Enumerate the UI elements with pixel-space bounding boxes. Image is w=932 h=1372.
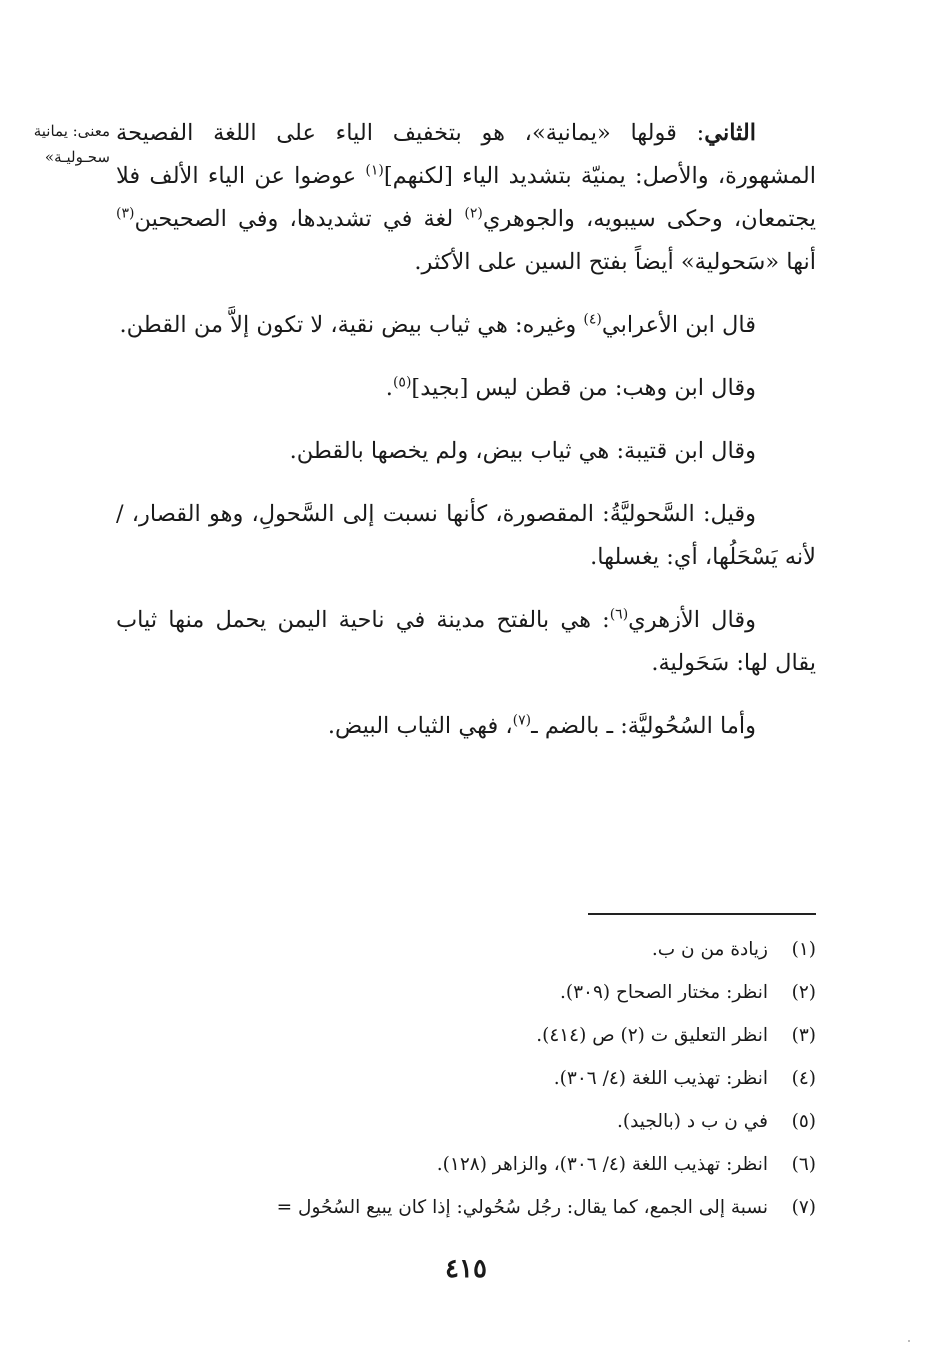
paragraph-text: وغيره: هي ثياب بيض نقية، لا تكون إلاَّ من القطن. (119, 312, 584, 338)
paragraph-text: : هي بالفتح مدينة في ناحية اليمن يحمل منها ثياب يقال لها: سَحَولية. (116, 607, 816, 676)
margin-note-line-2: سحـوليـة» (44, 148, 110, 166)
paragraph-text: وقال ابن وهب: من قطن ليس [بجيد] (411, 375, 756, 401)
paragraph-text: وأما السُحُوليَّة: ـ بالضم ـ (531, 713, 756, 739)
footnote-text: نسبة إلى الجمع، كما يقال: رجُل سُحُولي: إذا كان يبيع السُحُول = (276, 1197, 768, 1218)
margin-note-line-1: معنى: يمانية (33, 122, 110, 140)
footnote (116, 1014, 816, 1057)
footnote-text: انظر التعليق ت (٢) ص (٤١٤). (536, 1025, 768, 1046)
paragraph-text: وقال ابن قتيبة: هي ثياب بيض، ولم يخصها بالقطن. (289, 438, 756, 464)
footnote-ref: (٤) (583, 311, 602, 328)
footnote (116, 1100, 816, 1143)
footnote-ref: (٧) (512, 712, 532, 729)
footnote (116, 971, 816, 1014)
paragraph-text: . (385, 375, 393, 401)
paragraph-6 (116, 599, 816, 685)
footnote (116, 1186, 816, 1229)
paragraph-3 (116, 367, 816, 410)
paragraph-text: عوضوا عن الياء الألف فلا يجتمعان، وحكى سيبويه، والجوهري (116, 163, 816, 232)
paragraph-text: : قولها «يمانية»، هو بتخفيف الياء على اللغة الفصيحة المشهورة، والأصل: يمنيّة بتشديد الياء [لكنهم] (116, 120, 816, 189)
footnote-number: (٢) (791, 982, 816, 1003)
paragraph-text: أنها «سَحولية» أيضاً بفتح السين على الأكثر. (414, 249, 816, 275)
paragraph-7 (116, 705, 816, 748)
footnote-ref: (٢) (464, 205, 483, 222)
footnote-number: (٥) (791, 1111, 816, 1132)
paragraph-text: وقال الأزهري (628, 607, 756, 633)
paragraph-4 (116, 430, 816, 473)
footnote-number: (٦) (791, 1154, 816, 1175)
footnote-text: في ن ب د (بالجيد). (617, 1111, 768, 1132)
paragraph-text: ، فهي الثياب البيض. (327, 713, 513, 739)
paragraph-1 (116, 112, 816, 284)
footnotes (116, 928, 816, 1229)
footnote (116, 1057, 816, 1100)
footnote-text: زيادة من ن ب. (651, 939, 768, 960)
lead-word: الثاني (704, 120, 756, 146)
footnote-ref: (٣) (116, 205, 135, 222)
margin-note (10, 118, 110, 170)
footnote-separator (588, 913, 816, 915)
page-number: ٤١٥ (445, 1254, 487, 1284)
footnote-number: (٣) (791, 1025, 816, 1046)
paragraph-text: قال ابن الأعرابي (601, 312, 756, 338)
footnote (116, 1143, 816, 1186)
footnote-number: (١) (791, 939, 816, 960)
footnote-number: (٤) (791, 1068, 816, 1089)
footnote-ref: (٦) (609, 606, 629, 623)
paragraph-2 (116, 304, 816, 347)
footnote-ref: (٥) (392, 374, 412, 391)
scan-speck (908, 1340, 910, 1342)
footnote-text: انظر: مختار الصحاح (٣٠٩). (559, 982, 768, 1003)
main-text (116, 112, 816, 748)
paragraph-5 (116, 493, 816, 579)
footnote-ref: (١) (365, 162, 384, 179)
footnote-text: انظر: تهذيب اللغة (٤/ ٣٠٦)، والزاهر (١٢٨). (436, 1154, 768, 1175)
footnote-number: (٧) (791, 1197, 816, 1218)
footnote-text: انظر: تهذيب اللغة (٤/ ٣٠٦). (553, 1068, 768, 1089)
footnote (116, 928, 816, 971)
paragraph-text: لغة في تشديدها، وفي الصحيحين (134, 206, 465, 232)
paragraph-text: وقيل: السَّحوليَّةُ: المقصورة، كأنها نسبت إلى السَّحولِ، وهو القصار، / لأنه يَسْحَلُها، أي: يغسلها. (116, 501, 816, 570)
